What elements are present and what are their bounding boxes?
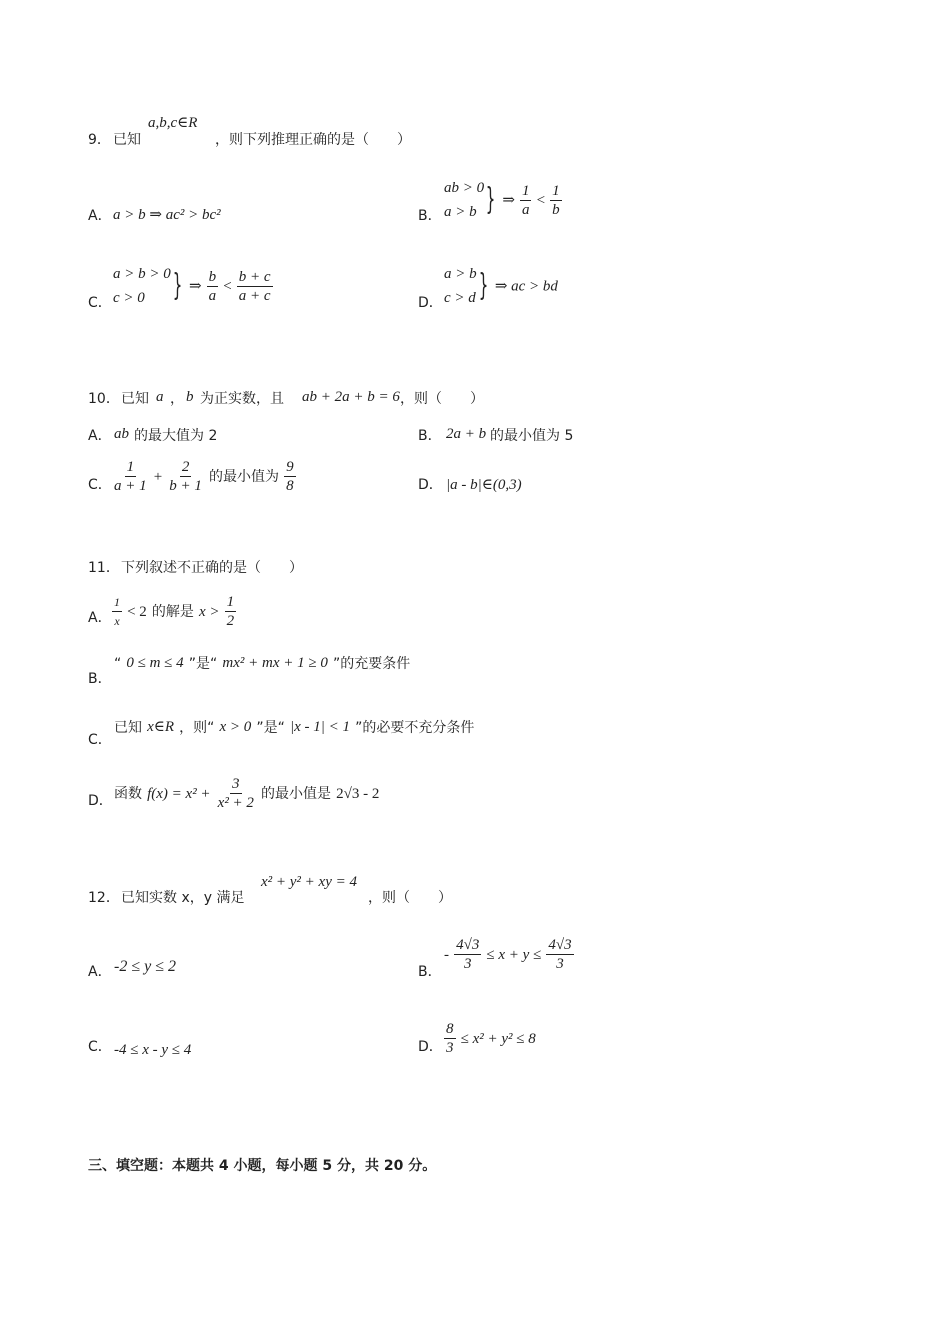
q12-number: 12． [88, 890, 120, 906]
q11-option-c-label: C． [88, 732, 112, 748]
q11-number: 11． [88, 560, 120, 576]
q10-var-b: b [186, 389, 194, 405]
q12-option-d-math: $\frac{8}{3}$ ≤ x² + y² ≤ 8 [446, 1021, 536, 1056]
q9-option-c-math: a > b > 0 c > 0 } ⇒ $\frac{b}{a}$ < $\frac{b + c}{a + c}$ [113, 266, 271, 306]
q10-option-d-math: |a - b|∈(0,3) [446, 477, 522, 493]
q9-number: 9． [88, 132, 111, 148]
section-3-heading: 三、填空题：本题共 4 小题，每小题 5 分，共 20 分。 [88, 1158, 437, 1174]
q10-stem-3: ，则（ ） [400, 391, 484, 407]
q10-equation: ab + 2a + b = 6 [302, 389, 400, 405]
q9-stem-post: ，则下列推理正确的是（ ） [215, 132, 411, 148]
q10-number: 10． [88, 391, 120, 407]
q12-option-c-math: -4 ≤ x - y ≤ 4 [114, 1042, 192, 1058]
q10-stem-2: 为正实数，且 [200, 391, 284, 407]
q10-var-a: a [156, 389, 164, 405]
q12-option-b-math: - $\frac{4√3}{3}$ ≤ x + y ≤ $\frac{4√3}{3}$ [444, 937, 572, 972]
q11-option-a-math: $\frac{1}{x}$ < 2 的解是 x > $\frac{1}{2}$ [114, 594, 235, 629]
q12-option-c-label: C． [88, 1039, 112, 1055]
q11-stem: 下列叙述不正确的是（ ） [121, 560, 303, 576]
q10-option-d-label: D． [418, 477, 443, 493]
q10-option-a-text: 的最大值为 2 [134, 428, 218, 444]
q9-option-b-label: B． [418, 208, 442, 224]
q11-option-d-label: D． [88, 793, 113, 809]
q9-option-d-label: D． [418, 295, 443, 311]
q11-option-a-label: A． [88, 610, 112, 626]
q10-option-a-label: A． [88, 428, 112, 444]
q12-option-a-math: -2 ≤ y ≤ 2 [114, 958, 176, 975]
q10-option-b-math: 2a + b [446, 426, 487, 442]
q9-stem-pre: 已知 [113, 132, 141, 148]
q10-option-c-math: $\frac{1}{a + 1}$ + $\frac{2}{b + 1}$ 的最小值为 $\frac{9}{8}$ [114, 459, 294, 494]
q11-option-b-label: B． [88, 671, 112, 687]
q10-option-b-text: 的最小值为 5 [490, 428, 574, 444]
q12-option-a-label: A． [88, 964, 112, 980]
q12-option-b-label: B． [418, 964, 442, 980]
q10-stem-1: 已知 [121, 391, 149, 407]
q9-option-b-math: ab > 0 a > b } ⇒ $\frac{1}{a}$ < $\frac{1}{b}$ [444, 180, 560, 220]
q12-equation: x² + y² + xy = 4 [261, 874, 357, 890]
q11-option-c-text: 已知 x∈R ，则“ x > 0 ”是“ |x - 1| < 1 ”的必要不充分条件 [114, 719, 475, 736]
q12-stem-1: 已知实数 x，y 满足 [121, 890, 245, 906]
q9-option-c-label: C． [88, 295, 112, 311]
q9-condition: a,b,c∈R [148, 115, 198, 131]
q10-separator: ， [170, 391, 184, 407]
q10-option-b-label: B． [418, 428, 442, 444]
q11-option-d-math: 函数 f(x) = x² + $\frac{3}{\text{x² + 2}}$ 的最小值是 2√3 - 2 [114, 776, 380, 811]
q9-option-d-math: a > b c > d } ⇒ ac > bd [444, 266, 558, 306]
q12-stem-2: ，则（ ） [368, 890, 452, 906]
q10-option-a-math: ab [114, 426, 129, 442]
q11-option-b-text: “ 0 ≤ m ≤ 4 ”是“ mx² + mx + 1 ≥ 0 ”的充要条件 [114, 655, 411, 672]
q10-option-c-label: C． [88, 477, 112, 493]
q9-option-a-math: a > b ⇒ ac² > bc² [113, 207, 221, 223]
q12-option-d-label: D． [418, 1039, 443, 1055]
q9-option-a-label: A． [88, 208, 112, 224]
